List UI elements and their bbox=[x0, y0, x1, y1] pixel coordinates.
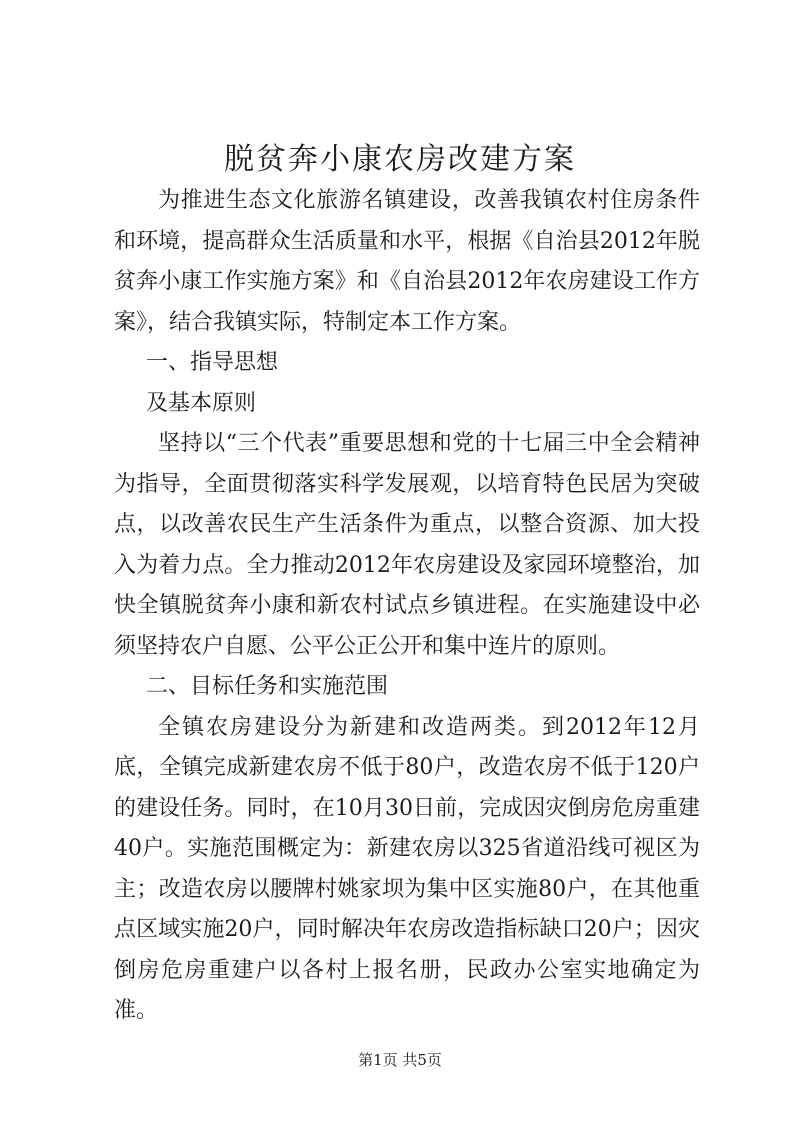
section-heading-basic-principles: 及基本原则 bbox=[146, 390, 257, 416]
page-title: 脱贫奔小康农房改建方案 bbox=[224, 142, 576, 177]
page-number-footer: 第1页 共5页 bbox=[358, 1051, 442, 1069]
targets-paragraph: 全镇农房建设分为新建和改造两类。到2012年12月底，全镇完成新建农房不低于80户，改造农房不低于120户的建设任务。同时，在10月30日前，完成因灾倒房危房重建40户。实施范围概定为：新建农房以325省道沿线可视区为主；改造农房以腰牌村姚家坝为集中区实施80户，在其他重点区域实施20户，同时解决年农房改造指标缺口20户；因灾倒房危房重建户以各村上报名册，民政办公室实地确定为准。 bbox=[114, 714, 700, 1023]
document-body bbox=[114, 181, 700, 1032]
principles-paragraph: 坚持以“三个代表”重要思想和党的十七届三中全会精神为指导，全面贯彻落实科学发展观，以培育特色民居为突破点，以改善农民生产生活条件为重点，以整合资源、加大投入为着力点。全力推动2012年农房建设及家园环境整治，加快全镇脱贫奔小康和新农村试点乡镇进程。在实施建设中必须坚持农户自愿、公平公正公开和集中连片的原则。 bbox=[114, 431, 700, 659]
intro-paragraph: 为推进生态文化旅游名镇建设，改善我镇农村住房条件和环境，提高群众生活质量和水平，根据《自治县2012年脱贫奔小康工作实施方案》和《自治县2012年农房建设工作方案》，结合我镇实际，特制定本工作方案。 bbox=[114, 188, 700, 335]
section-heading-targets-scope: 二、目标任务和实施范围 bbox=[146, 674, 389, 699]
section-heading-guiding-thought: 一、指导思想 bbox=[146, 350, 279, 375]
